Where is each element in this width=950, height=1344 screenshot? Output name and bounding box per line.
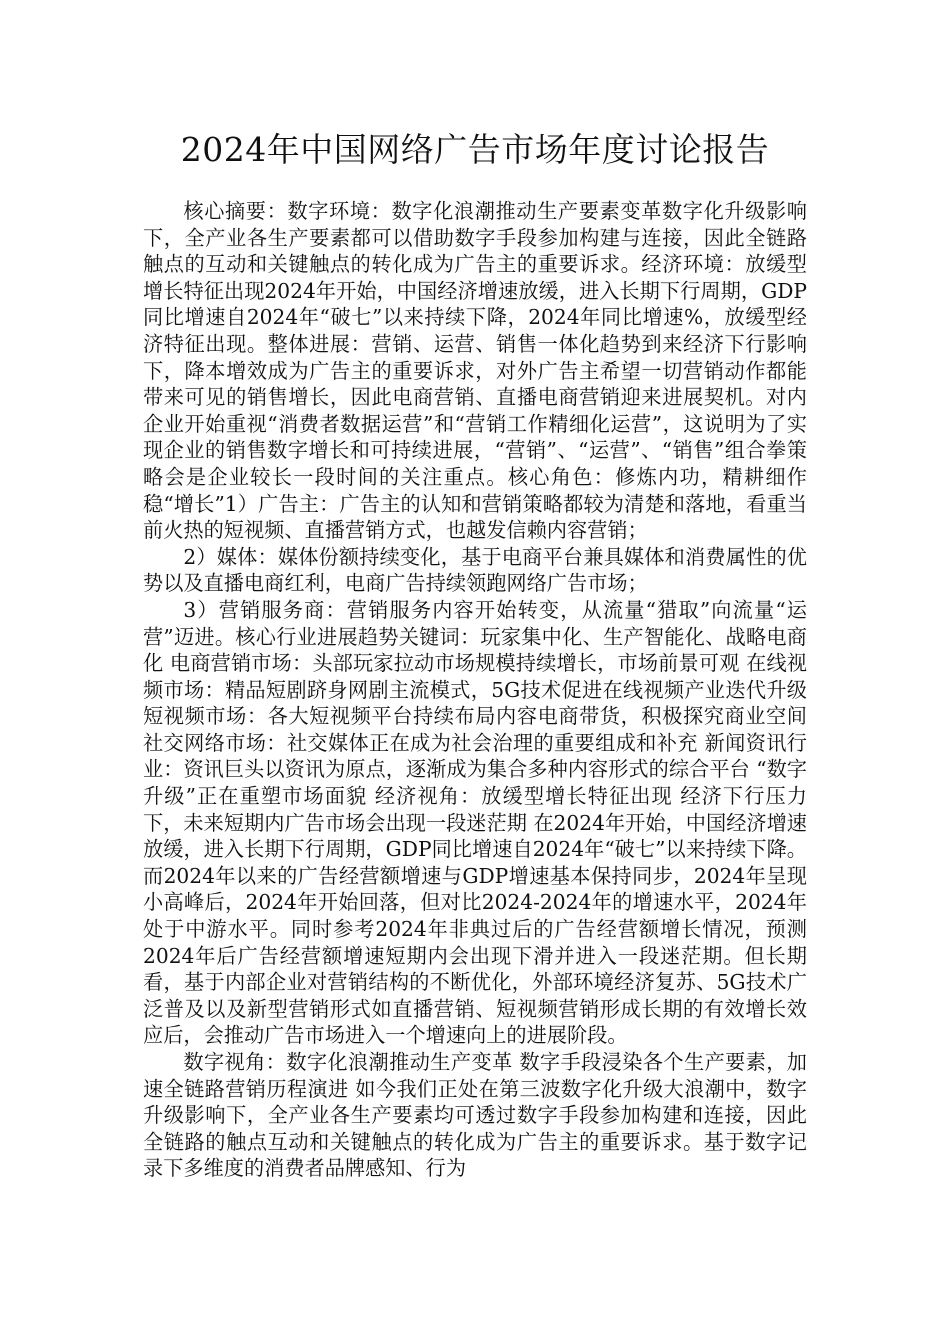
paragraph-core-summary: 核心摘要：数字环境：数字化浪潮推动生产要素变革数字化升级影响下，全产业各生产要素都可以借助数字手段参加构建与连接，因此全链路触点的互动和关键触点的转化成为广告主的重要诉求。经济环境：放缓型增长特征出现2024年开始，中国经济增速放缓，进入长期下行周期，GDP同比增速自2024年“破七”以来持续下降，2024年同比增速%，放缓型经济特征出现。整体进展：营销、运营、销售一体化趋势到来经济下行影响下，降本增效成为广告主的重要诉求，对外广告主希望一切营销动作都能带来可见的销售增长，因此电商营销、直播电商营销迎来进展契机。对内企业开始重视“消费者数据运营”和“营销工作精细化运营”，这说明为了实现企业的销售数字增长和可持续进展，“营销”、“运营”、“销售”组合拳策略会是企业较长一段时间的关注重点。核心角色：修炼内功，精耕细作稳“增长”1）广告主：广告主的认知和营销策略都较为清楚和落地，看重当前火热的短视频、直播营销方式，也越发信赖内容营销； [143,199,807,543]
page-title: 2024年中国网络广告市场年度讨论报告 [180,130,770,169]
paragraph-service-providers: 3）营销服务商：营销服务内容开始转变，从流量“猎取”向流量“运营”迈进。核心行业进展趋势关键词：玩家集中化、生产智能化、战略电商化 电商营销市场：头部玩家拉动市场规模持续增长，市场前景可观 在线视频市场：精品短剧跻身网剧主流模式，5G技术促进在线视频产业迭代升级 短视频市场：各大短视频平台持续布局内容电商带货，积极探究商业空间 社交网络市场：社交媒体正在成为社会治理的重要组成和补充 新闻资讯行业：资讯巨头以资讯为原点，逐渐成为集合多种内容形式的综合平台 “数字升级”正在重塑市场面貌 经济视角：放缓型增长特征出现 经济下行压力下，未来短期内广告市场会出现一段迷茫期 在2024年开始，中国经济增速放缓，进入长期下行周期，GDP同比增速自2024年“破七”以来持续下降。而2024年以来的广告经营额增速与GDP增速基本保持同步，2024年呈现小高峰后，2024年开始回落，但对比2024-2024年的增速水平，2024年处于中游水平。同时参考2024年非典过后的广告经营额增长情况，预测2024年后广告经营额增速短期内会出现下滑并进入一段迷茫期。但长期看，基于内部企业对营销结构的不断优化，外部环境经济复苏、5G技术广泛普及以及新型营销形式如直播营销、短视频营销形成长期的有效增长效应后，会推动广告市场进入一个增速向上的进展阶段。 [143,597,807,1048]
document-body [143,198,807,1182]
paragraph-media: 2）媒体：媒体份额持续变化，基于电商平台兼具媒体和消费属性的优势以及直播电商红利，电商广告持续领跑网络广告市场； [143,544,807,596]
paragraph-digital-perspective: 数字视角：数字化浪潮推动生产变革 数字手段浸染各个生产要素，加速全链路营销历程演进 如今我们正处在第三波数字化升级大浪潮中，数字升级影响下，全产业各生产要素均可透过数字手段参加构建和连接，因此全链路的触点互动和关键触点的转化成为广告主的重要诉求。基于数字记录下多维度的消费者品牌感知、行为 [143,1050,807,1181]
